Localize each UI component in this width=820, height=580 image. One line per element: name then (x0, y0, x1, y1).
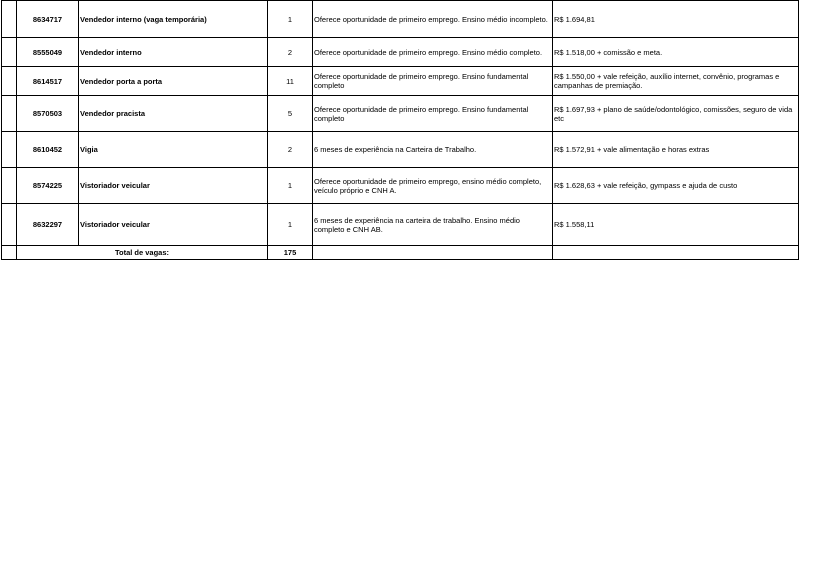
row-margin-cell (2, 67, 17, 96)
total-vacancies-value: 175 (268, 246, 313, 260)
vacancy-code: 8610452 (17, 132, 79, 168)
row-margin-cell (2, 96, 17, 132)
job-salary: R$ 1.558,11 (553, 204, 799, 246)
job-title: Vistoriador veicular (79, 204, 268, 246)
vacancy-count: 2 (268, 132, 313, 168)
table-row (2, 67, 799, 96)
job-title: Vendedor interno (79, 38, 268, 67)
row-margin-cell (2, 246, 17, 260)
job-salary: R$ 1.518,00 + comissão e meta. (553, 38, 799, 67)
job-vacancies-table (1, 0, 799, 260)
vacancy-code: 8614517 (17, 67, 79, 96)
table-row (2, 204, 799, 246)
job-title: Vistoriador veicular (79, 168, 268, 204)
vacancy-code: 8634717 (17, 1, 79, 38)
vacancy-count: 1 (268, 1, 313, 38)
table-row (2, 168, 799, 204)
table-row (2, 132, 799, 168)
job-salary: R$ 1.694,81 (553, 1, 799, 38)
job-title: Vendedor pracista (79, 96, 268, 132)
vacancy-count: 11 (268, 67, 313, 96)
job-salary: R$ 1.628,63 + vale refeição, gympass e ajuda de custo (553, 168, 799, 204)
table-row (2, 96, 799, 132)
total-row (2, 246, 799, 260)
job-salary: R$ 1.572,91 + vale alimentação e horas extras (553, 132, 799, 168)
job-requirements: Oferece oportunidade de primeiro emprego. Ensino fundamental completo (313, 96, 553, 132)
job-requirements: Oferece oportunidade de primeiro emprego, ensino médio completo, veículo próprio e CNH A. (313, 168, 553, 204)
vacancy-code: 8632297 (17, 204, 79, 246)
row-margin-cell (2, 204, 17, 246)
job-requirements: 6 meses de experiência na Carteira de Trabalho. (313, 132, 553, 168)
vacancy-code: 8574225 (17, 168, 79, 204)
job-title: Vigia (79, 132, 268, 168)
job-requirements: Oferece oportunidade de primeiro emprego. Ensino fundamental completo (313, 67, 553, 96)
total-vacancies-label: Total de vagas: (17, 246, 268, 260)
vacancy-code: 8570503 (17, 96, 79, 132)
vacancy-count: 5 (268, 96, 313, 132)
table-row (2, 38, 799, 67)
row-margin-cell (2, 1, 17, 38)
table-row (2, 1, 799, 38)
job-requirements: 6 meses de experiência na carteira de trabalho. Ensino médio completo e CNH AB. (313, 204, 553, 246)
job-salary: R$ 1.697,93 + plano de saúde/odontológico, comissões, seguro de vida etc (553, 96, 799, 132)
job-title: Vendedor porta a porta (79, 67, 268, 96)
job-requirements: Oferece oportunidade de primeiro emprego. Ensino médio completo. (313, 38, 553, 67)
row-margin-cell (2, 132, 17, 168)
vacancy-count: 1 (268, 204, 313, 246)
vacancy-count: 1 (268, 168, 313, 204)
empty-cell (313, 246, 553, 260)
job-title: Vendedor interno (vaga temporária) (79, 1, 268, 38)
vacancy-code: 8555049 (17, 38, 79, 67)
row-margin-cell (2, 168, 17, 204)
vacancy-count: 2 (268, 38, 313, 67)
empty-cell (553, 246, 799, 260)
job-salary: R$ 1.550,00 + vale refeição, auxílio internet, convênio, programas e campanhas de premiação. (553, 67, 799, 96)
row-margin-cell (2, 38, 17, 67)
job-requirements: Oferece oportunidade de primeiro emprego. Ensino médio incompleto. (313, 1, 553, 38)
